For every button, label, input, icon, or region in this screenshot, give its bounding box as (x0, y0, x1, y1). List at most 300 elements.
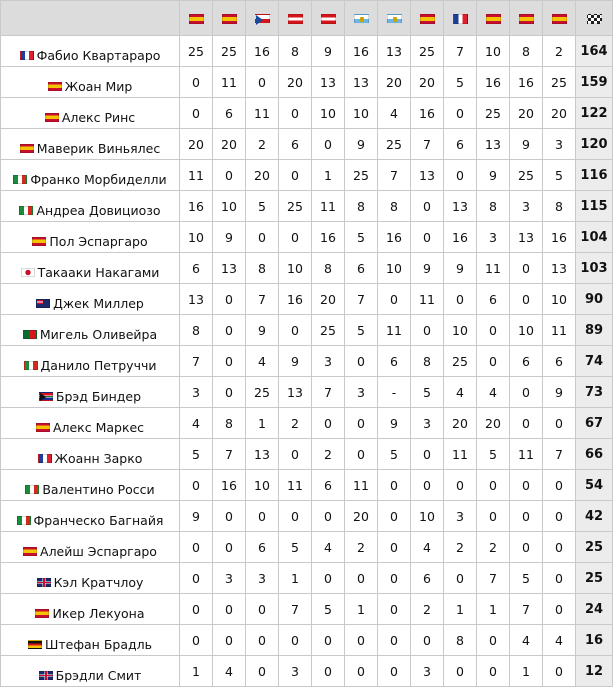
rider-name: Фабио Квартараро (36, 47, 161, 63)
race-result-cell: 16 (213, 470, 246, 501)
race-result-cell: 13 (279, 377, 312, 408)
rider-name: Данило Петруччи (40, 357, 157, 373)
rider-cell (1, 470, 180, 501)
race-result-cell: 8 (411, 346, 444, 377)
race-result-cell: 0 (444, 563, 477, 594)
table-row (1, 222, 613, 253)
race-result-cell: 0 (543, 501, 576, 532)
race-result-cell: 8 (180, 315, 213, 346)
race-result-cell: 7 (510, 594, 543, 625)
flag-es-icon (486, 14, 501, 24)
flag-pt-icon (23, 330, 37, 339)
rider-cell (1, 408, 180, 439)
race-column-header (543, 1, 576, 36)
flag-es-icon (519, 14, 534, 24)
race-result-cell: 0 (345, 346, 378, 377)
race-column-header (477, 1, 510, 36)
rider-cell (1, 36, 180, 67)
flag-it-icon (24, 361, 38, 370)
total-points-cell: 90 (576, 284, 613, 315)
race-result-cell: 0 (312, 408, 345, 439)
race-result-cell: 8 (444, 625, 477, 656)
race-result-cell: 0 (213, 594, 246, 625)
race-result-cell: 0 (213, 501, 246, 532)
race-result-cell: 25 (444, 346, 477, 377)
rider-cell (1, 98, 180, 129)
total-points-cell: 24 (576, 594, 613, 625)
table-row (1, 532, 613, 563)
race-result-cell: 8 (246, 253, 279, 284)
race-result-cell: 0 (345, 625, 378, 656)
race-result-cell: 0 (477, 625, 510, 656)
race-result-cell: 10 (312, 98, 345, 129)
race-result-cell: 11 (543, 315, 576, 346)
race-result-cell: 4 (477, 377, 510, 408)
flag-it-icon (25, 485, 39, 494)
race-result-cell: 3 (510, 191, 543, 222)
total-points-cell: 73 (576, 377, 613, 408)
total-points-cell: 16 (576, 625, 613, 656)
table-row (1, 129, 613, 160)
rider-name: Жоан Мир (64, 78, 133, 94)
table-row (1, 377, 613, 408)
race-result-cell: 11 (444, 439, 477, 470)
race-result-cell: 13 (543, 253, 576, 284)
race-result-cell: 5 (510, 563, 543, 594)
race-result-cell: 13 (510, 222, 543, 253)
race-result-cell: 0 (246, 222, 279, 253)
rider-name: Маверик Виньялес (36, 140, 161, 156)
rider-cell (1, 160, 180, 191)
rider-name: Мигель Оливейра (39, 326, 158, 342)
race-result-cell: 11 (312, 191, 345, 222)
race-result-cell: 0 (510, 532, 543, 563)
race-result-cell: 0 (345, 656, 378, 687)
rider-name: Икер Лекуона (52, 605, 145, 621)
rider-cell (1, 67, 180, 98)
race-result-cell: 0 (444, 284, 477, 315)
race-result-cell: 8 (477, 191, 510, 222)
race-result-cell: 0 (345, 563, 378, 594)
race-result-cell: 7 (246, 284, 279, 315)
race-result-cell: 1 (312, 160, 345, 191)
race-result-cell: - (378, 377, 411, 408)
race-column-header (510, 1, 543, 36)
race-result-cell: 4 (411, 532, 444, 563)
rider-name: Алейш Эспаргаро (40, 543, 157, 559)
race-result-cell: 11 (510, 439, 543, 470)
race-result-cell: 0 (411, 315, 444, 346)
race-result-cell: 6 (312, 470, 345, 501)
race-result-cell: 9 (477, 160, 510, 191)
race-result-cell: 1 (279, 563, 312, 594)
race-result-cell: 0 (312, 563, 345, 594)
race-result-cell: 0 (312, 129, 345, 160)
race-result-cell: 10 (246, 470, 279, 501)
race-result-cell: 16 (378, 222, 411, 253)
table-body (1, 36, 613, 687)
race-result-cell: 0 (510, 253, 543, 284)
race-result-cell: 0 (510, 284, 543, 315)
race-result-cell: 0 (543, 656, 576, 687)
race-result-cell: 11 (279, 470, 312, 501)
rider-name: Алекс Ринс (61, 109, 136, 125)
race-result-cell: 9 (180, 501, 213, 532)
race-result-cell: 25 (477, 98, 510, 129)
race-result-cell: 9 (312, 36, 345, 67)
race-result-cell: 20 (345, 501, 378, 532)
race-result-cell: 0 (378, 594, 411, 625)
race-result-cell: 1 (510, 656, 543, 687)
race-result-cell: 0 (246, 656, 279, 687)
table-row (1, 470, 613, 501)
flag-sm-icon (387, 14, 402, 24)
race-result-cell: 0 (543, 594, 576, 625)
flag-es-icon (36, 423, 50, 432)
race-result-cell: 0 (213, 377, 246, 408)
total-points-cell: 104 (576, 222, 613, 253)
rider-name: Брэдли Смит (55, 667, 142, 683)
race-result-cell: 20 (378, 67, 411, 98)
race-result-cell: 16 (345, 36, 378, 67)
race-result-cell: 7 (345, 284, 378, 315)
race-result-cell: 16 (444, 222, 477, 253)
race-result-cell: 0 (510, 501, 543, 532)
flag-fr-icon (38, 454, 52, 463)
race-result-cell: 0 (213, 532, 246, 563)
total-points-cell: 159 (576, 67, 613, 98)
flag-fr-icon (453, 14, 468, 24)
race-result-cell: 6 (510, 346, 543, 377)
race-result-cell: 2 (477, 532, 510, 563)
rider-cell (1, 222, 180, 253)
race-result-cell: 1 (444, 594, 477, 625)
race-result-cell: 0 (543, 563, 576, 594)
checkered-flag-icon (587, 14, 602, 24)
race-result-cell: 7 (411, 129, 444, 160)
race-result-cell: 4 (444, 377, 477, 408)
race-result-cell: 0 (444, 470, 477, 501)
race-result-cell: 1 (246, 408, 279, 439)
rider-name: Джек Миллер (53, 295, 144, 311)
race-result-cell: 0 (246, 594, 279, 625)
race-result-cell: 9 (543, 377, 576, 408)
race-result-cell: 0 (378, 532, 411, 563)
race-result-cell: 0 (279, 222, 312, 253)
race-result-cell: 13 (411, 160, 444, 191)
race-result-cell: 8 (345, 191, 378, 222)
race-column-header (312, 1, 345, 36)
rider-cell (1, 501, 180, 532)
race-result-cell: 25 (213, 36, 246, 67)
race-column-header (246, 1, 279, 36)
race-result-cell: 6 (213, 98, 246, 129)
race-result-cell: 0 (180, 67, 213, 98)
race-result-cell: 0 (279, 625, 312, 656)
total-points-cell: 89 (576, 315, 613, 346)
race-result-cell: 0 (543, 470, 576, 501)
race-result-cell: 0 (180, 625, 213, 656)
race-result-cell: 6 (378, 346, 411, 377)
rider-cell (1, 377, 180, 408)
race-result-cell: 10 (213, 191, 246, 222)
rider-cell (1, 625, 180, 656)
race-result-cell: 2 (312, 439, 345, 470)
race-result-cell: 0 (312, 625, 345, 656)
race-result-cell: 5 (312, 594, 345, 625)
race-result-cell: 3 (411, 656, 444, 687)
race-result-cell: 0 (345, 439, 378, 470)
flag-it-icon (19, 206, 33, 215)
flag-es-icon (23, 547, 37, 556)
race-result-cell: 1 (477, 594, 510, 625)
race-result-cell: 0 (477, 656, 510, 687)
race-result-cell: 10 (477, 36, 510, 67)
total-points-cell: 103 (576, 253, 613, 284)
race-result-cell: 0 (279, 315, 312, 346)
race-result-cell: 8 (213, 408, 246, 439)
race-result-cell: 0 (246, 501, 279, 532)
rider-name: Франческо Багнайя (33, 512, 164, 528)
race-result-cell: 0 (279, 98, 312, 129)
flag-it-icon (17, 516, 31, 525)
rider-name: Алекс Маркес (52, 419, 145, 435)
race-result-cell: 11 (411, 284, 444, 315)
race-result-cell: 5 (246, 191, 279, 222)
flag-es-icon (32, 237, 46, 246)
race-result-cell: 13 (246, 439, 279, 470)
race-result-cell: 8 (312, 253, 345, 284)
race-result-cell: 20 (180, 129, 213, 160)
race-result-cell: 16 (279, 284, 312, 315)
race-result-cell: 0 (444, 656, 477, 687)
race-result-cell: 13 (378, 36, 411, 67)
race-result-cell: 0 (180, 563, 213, 594)
race-result-cell: 11 (180, 160, 213, 191)
race-result-cell: 0 (213, 315, 246, 346)
race-result-cell: 11 (345, 470, 378, 501)
table-row (1, 439, 613, 470)
race-result-cell: 20 (246, 160, 279, 191)
race-result-cell: 11 (246, 98, 279, 129)
race-result-cell: 0 (213, 346, 246, 377)
rider-cell (1, 346, 180, 377)
total-points-cell: 42 (576, 501, 613, 532)
race-result-cell: 0 (246, 67, 279, 98)
race-result-cell: 2 (444, 532, 477, 563)
race-result-cell: 13 (444, 191, 477, 222)
rider-cell (1, 532, 180, 563)
table-row (1, 501, 613, 532)
race-result-cell: 6 (477, 284, 510, 315)
race-result-cell: 11 (477, 253, 510, 284)
race-column-header (345, 1, 378, 36)
race-result-cell: 5 (345, 315, 378, 346)
rider-cell (1, 284, 180, 315)
race-result-cell: 0 (180, 594, 213, 625)
race-result-cell: 16 (180, 191, 213, 222)
race-result-cell: 9 (444, 253, 477, 284)
race-result-cell: 20 (510, 98, 543, 129)
race-result-cell: 11 (213, 67, 246, 98)
race-result-cell: 8 (543, 191, 576, 222)
rider-name: Франко Морбиделли (30, 171, 167, 187)
race-result-cell: 4 (213, 656, 246, 687)
race-result-cell: 0 (213, 284, 246, 315)
race-result-cell: 7 (378, 160, 411, 191)
total-points-cell: 120 (576, 129, 613, 160)
race-result-cell: 10 (543, 284, 576, 315)
race-result-cell: 3 (180, 377, 213, 408)
race-column-header (378, 1, 411, 36)
table-row (1, 67, 613, 98)
race-result-cell: 6 (411, 563, 444, 594)
rider-cell (1, 656, 180, 687)
race-result-cell: 6 (345, 253, 378, 284)
race-result-cell: 0 (543, 532, 576, 563)
flag-de-icon (28, 640, 42, 649)
total-points-cell: 66 (576, 439, 613, 470)
rider-cell (1, 191, 180, 222)
race-result-cell: 7 (213, 439, 246, 470)
total-points-cell: 115 (576, 191, 613, 222)
race-column-header (213, 1, 246, 36)
race-result-cell: 2 (279, 408, 312, 439)
race-result-cell: 5 (180, 439, 213, 470)
race-result-cell: 25 (312, 315, 345, 346)
total-points-cell: 25 (576, 563, 613, 594)
rider-name: Андреа Довициозо (36, 202, 161, 218)
flag-gb-icon (39, 671, 53, 680)
race-result-cell: 0 (411, 191, 444, 222)
race-result-cell: 1 (345, 594, 378, 625)
rider-cell (1, 315, 180, 346)
rider-name: Брэд Биндер (55, 388, 142, 404)
flag-es-icon (222, 14, 237, 24)
race-result-cell: 9 (213, 222, 246, 253)
table-row (1, 98, 613, 129)
race-result-cell: 7 (312, 377, 345, 408)
flag-es-icon (552, 14, 567, 24)
race-result-cell: 10 (444, 315, 477, 346)
table-row (1, 160, 613, 191)
race-result-cell: 0 (180, 470, 213, 501)
race-result-cell: 20 (213, 129, 246, 160)
table-row (1, 563, 613, 594)
flag-es-icon (35, 609, 49, 618)
race-result-cell: 10 (510, 315, 543, 346)
race-column-header (279, 1, 312, 36)
race-result-cell: 3 (543, 129, 576, 160)
race-result-cell: 25 (180, 36, 213, 67)
race-result-cell: 8 (279, 36, 312, 67)
race-result-cell: 13 (477, 129, 510, 160)
flag-es-icon (420, 14, 435, 24)
flag-it-icon (13, 175, 27, 184)
total-points-cell: 74 (576, 346, 613, 377)
race-result-cell: 3 (279, 656, 312, 687)
table-row (1, 36, 613, 67)
race-result-cell: 0 (378, 501, 411, 532)
race-result-cell: 2 (543, 36, 576, 67)
race-result-cell: 0 (411, 470, 444, 501)
race-result-cell: 16 (246, 36, 279, 67)
race-result-cell: 0 (378, 284, 411, 315)
race-result-cell: 0 (510, 377, 543, 408)
race-result-cell: 9 (279, 346, 312, 377)
race-result-cell: 9 (378, 408, 411, 439)
race-result-cell: 4 (180, 408, 213, 439)
race-result-cell: 6 (180, 253, 213, 284)
race-result-cell: 1 (180, 656, 213, 687)
race-result-cell: 0 (312, 501, 345, 532)
race-result-cell: 0 (312, 656, 345, 687)
flag-cz-icon (255, 14, 270, 24)
race-result-cell: 3 (213, 563, 246, 594)
rider-name: Такааки Накагами (37, 264, 160, 280)
race-column-header (444, 1, 477, 36)
rider-cell (1, 563, 180, 594)
race-result-cell: 16 (312, 222, 345, 253)
rider-cell (1, 439, 180, 470)
race-result-cell: 4 (543, 625, 576, 656)
table-row (1, 253, 613, 284)
race-result-cell: 3 (411, 408, 444, 439)
race-result-cell: 0 (477, 315, 510, 346)
race-result-cell: 5 (477, 439, 510, 470)
race-result-cell: 13 (213, 253, 246, 284)
total-points-cell: 67 (576, 408, 613, 439)
table-row (1, 346, 613, 377)
rider-name: Кэл Кратчлоу (53, 574, 144, 590)
race-result-cell: 0 (477, 470, 510, 501)
race-result-cell: 25 (543, 67, 576, 98)
race-result-cell: 16 (510, 67, 543, 98)
race-result-cell: 10 (345, 98, 378, 129)
race-result-cell: 0 (378, 470, 411, 501)
race-result-cell: 0 (510, 470, 543, 501)
race-result-cell: 25 (279, 191, 312, 222)
race-result-cell: 25 (246, 377, 279, 408)
race-result-cell: 7 (543, 439, 576, 470)
flag-at-icon (321, 14, 336, 24)
rider-cell (1, 594, 180, 625)
race-result-cell: 5 (444, 67, 477, 98)
flag-es-icon (189, 14, 204, 24)
points-column-header (576, 1, 613, 36)
race-result-cell: 0 (510, 408, 543, 439)
race-result-cell: 0 (444, 160, 477, 191)
race-result-cell: 10 (411, 501, 444, 532)
race-result-cell: 20 (312, 284, 345, 315)
total-points-cell: 54 (576, 470, 613, 501)
race-result-cell: 13 (312, 67, 345, 98)
race-result-cell: 8 (510, 36, 543, 67)
flag-gb-icon (37, 578, 51, 587)
race-result-cell: 0 (246, 625, 279, 656)
total-points-cell: 122 (576, 98, 613, 129)
race-result-cell: 0 (180, 532, 213, 563)
header-row (1, 1, 613, 36)
race-result-cell: 10 (378, 253, 411, 284)
race-result-cell: 20 (411, 67, 444, 98)
table-row (1, 284, 613, 315)
race-result-cell: 6 (279, 129, 312, 160)
race-result-cell: 4 (378, 98, 411, 129)
race-result-cell: 25 (411, 36, 444, 67)
race-result-cell: 3 (444, 501, 477, 532)
table-row (1, 408, 613, 439)
